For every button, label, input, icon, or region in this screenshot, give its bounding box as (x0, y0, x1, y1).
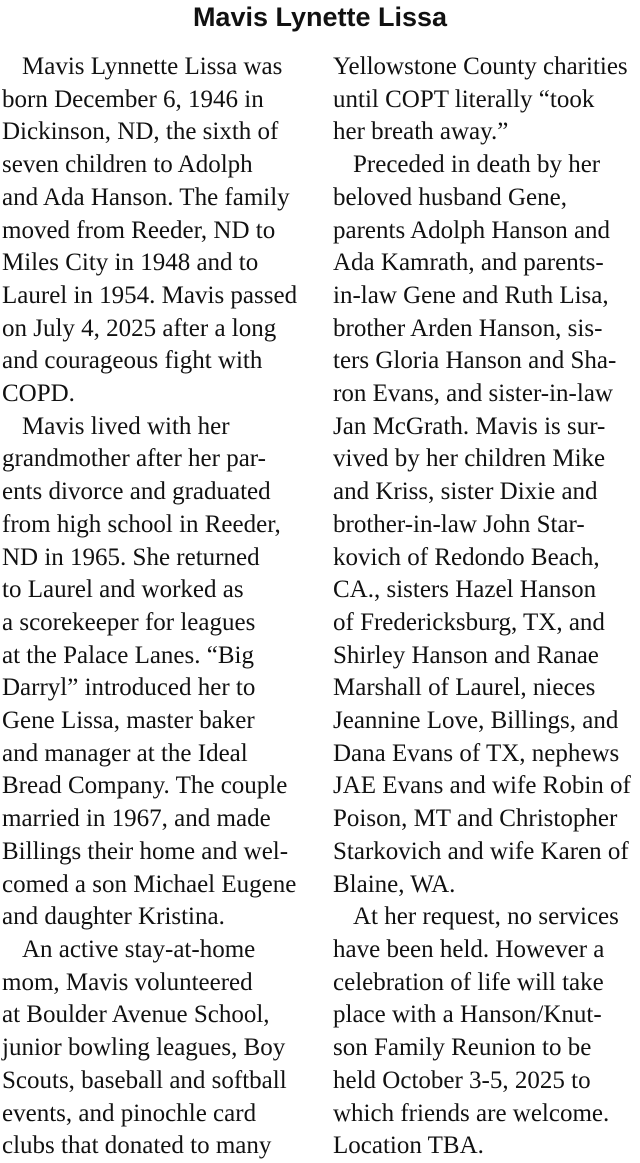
text-line: parents Adolph Hanson and (333, 216, 611, 244)
text-line: ents divorce and graduated (2, 478, 271, 506)
text-line: Dana Evans of TX, nephews (333, 739, 620, 767)
text-line: in-law Gene and Ruth Lisa, (333, 281, 609, 309)
text-line: comed a son Michael Eugene (2, 870, 297, 898)
text-line: Miles City in 1948 and to (2, 249, 259, 277)
text-line: Shirley Hanson and Ranae (333, 641, 599, 669)
text-line: seven children to Adolph (2, 151, 253, 179)
text-line: Yellowstone County charities (333, 53, 628, 80)
text-line: from high school in Reeder, (2, 510, 281, 538)
text-line: Jeannine Love, Billings, and (333, 707, 619, 735)
text-line: COPD. (2, 380, 75, 408)
text-line: celebration of life will take (333, 968, 604, 996)
left-column (2, 51, 320, 1163)
text-line: Scouts, baseball and softball (2, 1066, 287, 1094)
text-line: beloved husband Gene, (333, 183, 567, 211)
text-line: at Boulder Avenue School, (2, 1001, 270, 1029)
text-line: Starkovich and wife Karen of (333, 837, 629, 865)
text-line: JAE Evans and wife Robin of (333, 772, 631, 800)
text-line: her breath away.” (333, 118, 509, 146)
text-line: ters Gloria Hanson and Sha- (333, 347, 617, 375)
text-line: Blaine, WA. (333, 870, 456, 898)
text-line: mom, Mavis volunteered (2, 968, 253, 996)
text-line: Mavis Lynnette Lissa was (22, 53, 283, 80)
text-line: married in 1967, and made (2, 805, 271, 833)
text-line: brother Arden Hanson, sis- (333, 314, 603, 342)
text-line: and Kriss, sister Dixie and (333, 478, 598, 506)
text-line: of Fredericksburg, TX, and (333, 608, 605, 636)
text-line: CA., sisters Hazel Hanson (333, 576, 597, 604)
text-line: Poison, MT and Christopher (333, 805, 618, 833)
text-line: Darryl” introduced her to (2, 674, 256, 702)
text-line: Dickinson, ND, the sixth of (2, 118, 279, 146)
text-line: and Ada Hanson. The family (2, 183, 290, 211)
text-line: born December 6, 1946 in (2, 85, 264, 113)
text-line: to Laurel and worked as (2, 576, 244, 604)
text-line: An active stay-at-home (22, 935, 256, 963)
text-line: have been held. However a (333, 935, 605, 963)
text-line: At her request, no services (353, 903, 619, 931)
text-line: grandmother after her par- (2, 445, 266, 473)
text-line: Billings their home and wel- (2, 837, 289, 865)
text-line: kovich of Redondo Beach, (333, 543, 600, 571)
text-line: ron Evans, and sister-in-law (333, 380, 613, 408)
text-line: Preceded in death by her (353, 151, 601, 179)
text-line: moved from Reeder, ND to (2, 216, 276, 244)
text-line: a scorekeeper for leagues (2, 608, 256, 636)
text-line: and daughter Kristina. (2, 903, 225, 931)
text-line: clubs that donated to many (2, 1132, 272, 1160)
text-line: at the Palace Lanes. “Big (2, 641, 254, 669)
text-line: Jan McGrath. Mavis is sur- (333, 412, 606, 440)
text-line: and manager at the Ideal (2, 739, 248, 767)
text-line: vived by her children Mike (333, 445, 606, 473)
text-line: events, and pinochle card (2, 1099, 257, 1127)
text-line: which friends are welcome. (333, 1099, 610, 1127)
text-line: on July 4, 2025 after a long (2, 314, 277, 342)
text-line: Location TBA. (333, 1132, 484, 1160)
text-line: place with a Hanson/Knut- (333, 1001, 602, 1029)
text-line: and courageous fight with (2, 347, 263, 375)
text-line: Ada Kamrath, and parents- (333, 249, 604, 277)
obituary-title: Mavis Lynette Lissa (192, 2, 448, 32)
right-column (333, 51, 640, 1163)
text-line: junior bowling leagues, Boy (2, 1034, 286, 1062)
text-line: Bread Company. The couple (2, 772, 288, 800)
text-line: brother-in-law John Star- (333, 510, 585, 538)
text-line: Marshall of Laurel, nieces (333, 674, 596, 702)
text-line: Laurel in 1954. Mavis passed (2, 281, 298, 309)
text-line: son Family Reunion to be (333, 1034, 592, 1062)
text-line: until COPT literally “took (333, 85, 595, 113)
text-line: ND in 1965. She returned (2, 543, 260, 571)
text-line: Mavis lived with her (22, 412, 230, 440)
text-line: held October 3-5, 2025 to (333, 1066, 591, 1094)
text-line: Gene Lissa, master baker (2, 707, 255, 735)
